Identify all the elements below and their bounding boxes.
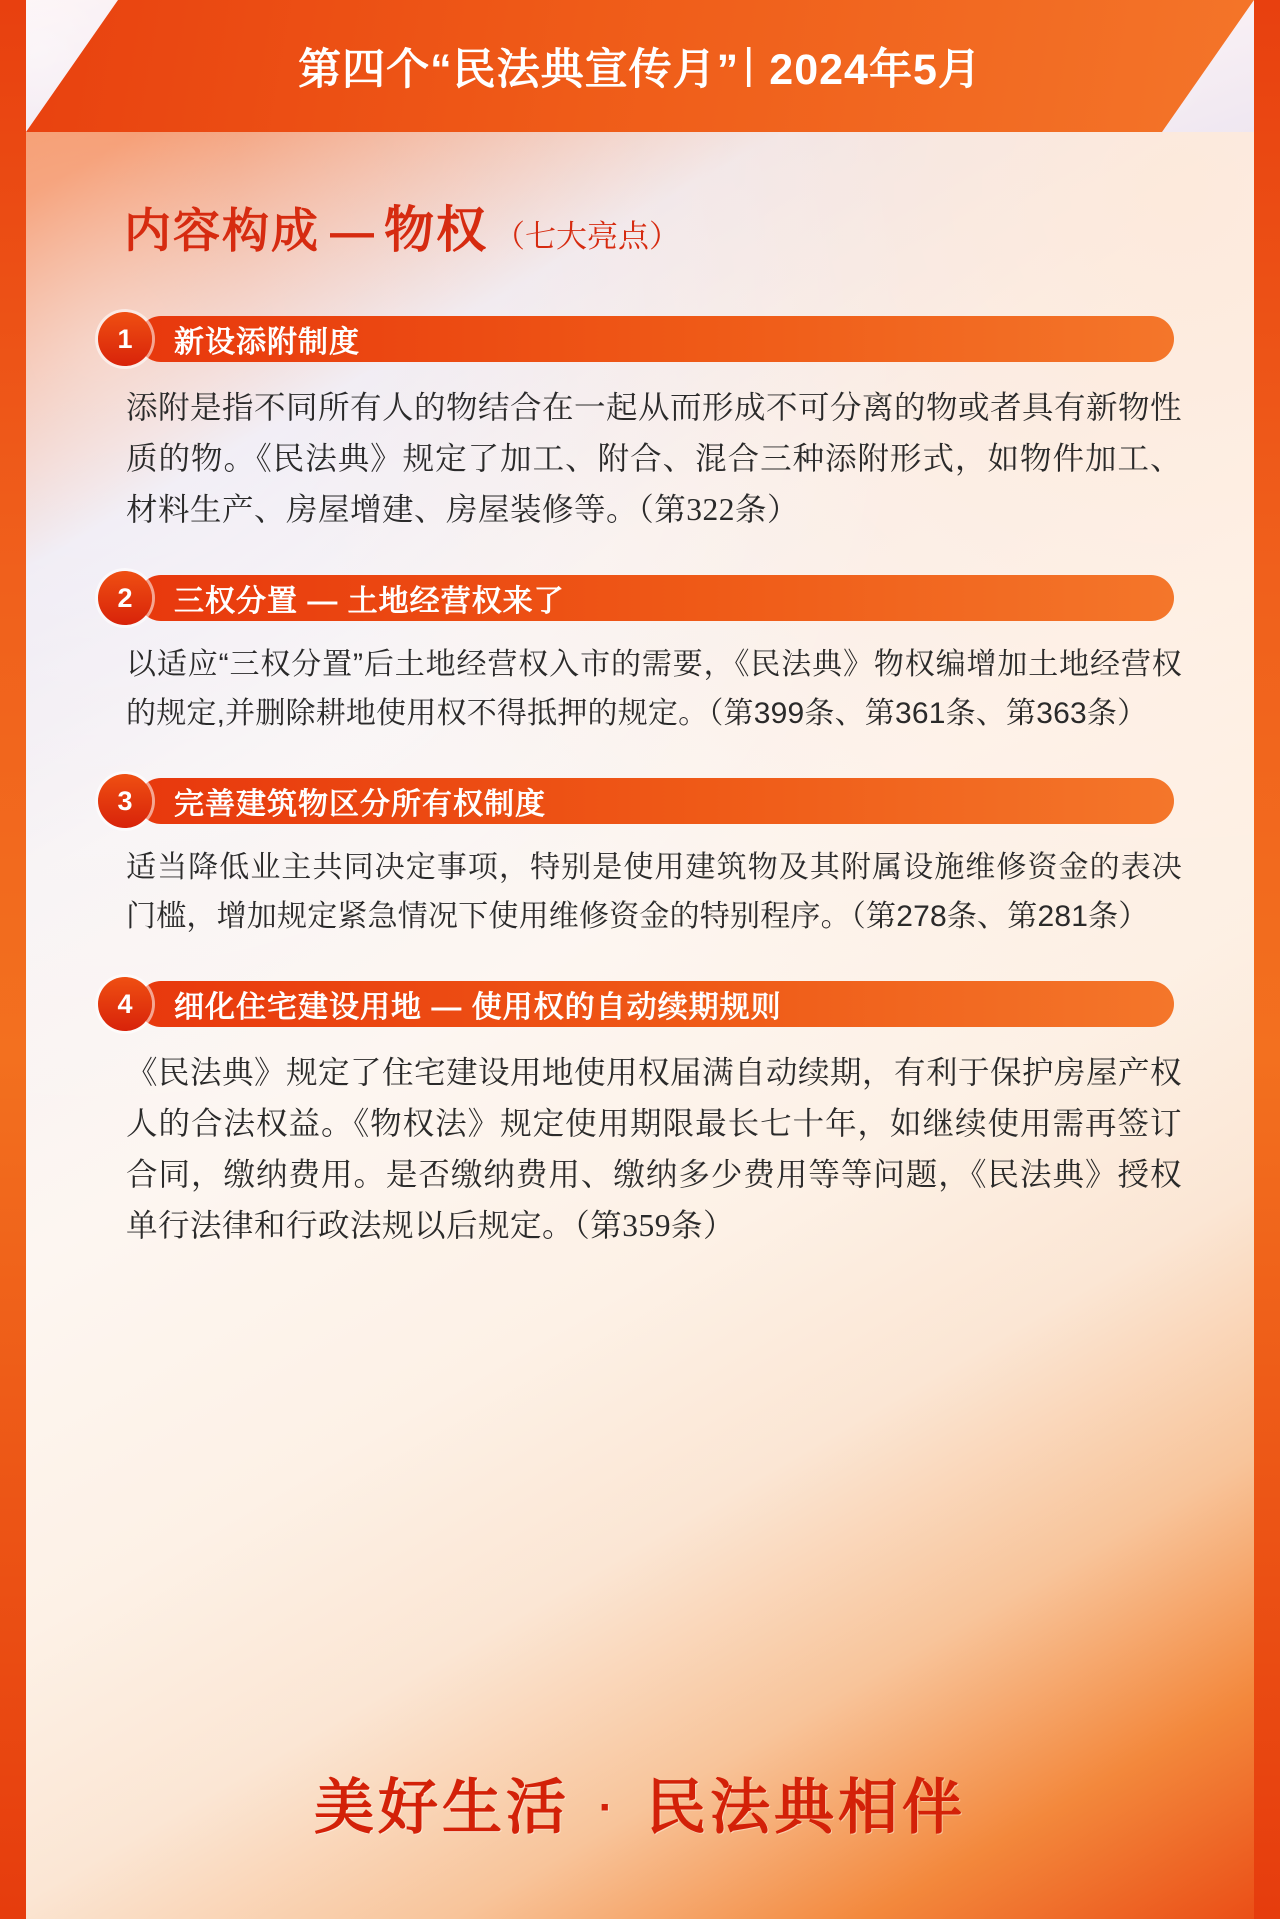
- list-item: [98, 310, 1182, 535]
- footer-slogan-group: [314, 1760, 966, 1846]
- section-heading-dash: —: [330, 208, 374, 257]
- banner-title: 第四个“民法典宣传月”: [298, 45, 740, 94]
- item-body: 《民法典》规定了住宅建设用地使用权届满自动续期，有利于保护房屋产权人的合法权益。《物权法》规定使用期限最长七十年，如继续使用需再签订合同，缴纳费用。是否缴纳费用、缴纳多少费用等等问题，《民法典》授权单行法律和行政法规以后规定。（第359条）: [126, 1055, 1183, 1244]
- item-body: 添附是指不同所有人的物结合在一起从而形成不可分离的物或者具有新物性质的物。《民法典》规定了加工、附合、混合三种添附形式，如物件加工、材料生产、房屋增建、房屋装修等。（第322条）: [126, 390, 1183, 528]
- list-item: [98, 569, 1182, 738]
- section-heading-keyword: 物权: [384, 202, 488, 258]
- footer-slogan-right: 民法典相伴: [646, 1774, 966, 1841]
- footer-slogan-dot: ·: [598, 1783, 618, 1832]
- item-title: 细化住宅建设用地 — 使用权的自动续期规则: [174, 991, 782, 1025]
- section-heading-main: 内容构成: [124, 204, 320, 257]
- left-red-edge: [0, 0, 26, 1919]
- list-item: [98, 772, 1182, 941]
- item-number-badge: 4: [98, 977, 152, 1031]
- content-area: [26, 132, 1254, 1919]
- item-title: 三权分置 — 土地经营权来了: [174, 585, 565, 619]
- item-number-badge: 3: [98, 774, 152, 828]
- item-header: [98, 772, 1182, 830]
- item-header: [98, 569, 1182, 627]
- banner-separator: |: [743, 39, 756, 88]
- item-header: [98, 310, 1182, 368]
- footer-slogan-left: 美好生活: [314, 1774, 570, 1841]
- section-heading: [124, 190, 1182, 262]
- item-body: 以适应“三权分置”后土地经营权入市的需要，《民法典》物权编增加土地经营权的规定,并删除耕地使用权不得抵押的规定。（第399条、第361条、第363条）: [126, 648, 1182, 730]
- right-red-edge: [1254, 0, 1280, 1919]
- item-number-badge: 1: [98, 312, 152, 366]
- section-heading-sub: （七大亮点）: [494, 219, 680, 254]
- footer: [0, 1699, 1280, 1919]
- banner-date: 2024年5月: [769, 45, 982, 94]
- item-title: 新设添附制度: [174, 326, 360, 359]
- item-header: [98, 975, 1182, 1033]
- item-number-badge: 2: [98, 571, 152, 625]
- item-title: 完善建筑物区分所有权制度: [174, 788, 546, 822]
- item-body: 适当降低业主共同决定事项，特别是使用建筑物及其附属设施维修资金的表决门槛，增加规定紧急情况下使用维修资金的特别程序。（第278条、第281条）: [126, 851, 1182, 933]
- banner-title-group: [0, 0, 1280, 132]
- list-item: [98, 975, 1182, 1251]
